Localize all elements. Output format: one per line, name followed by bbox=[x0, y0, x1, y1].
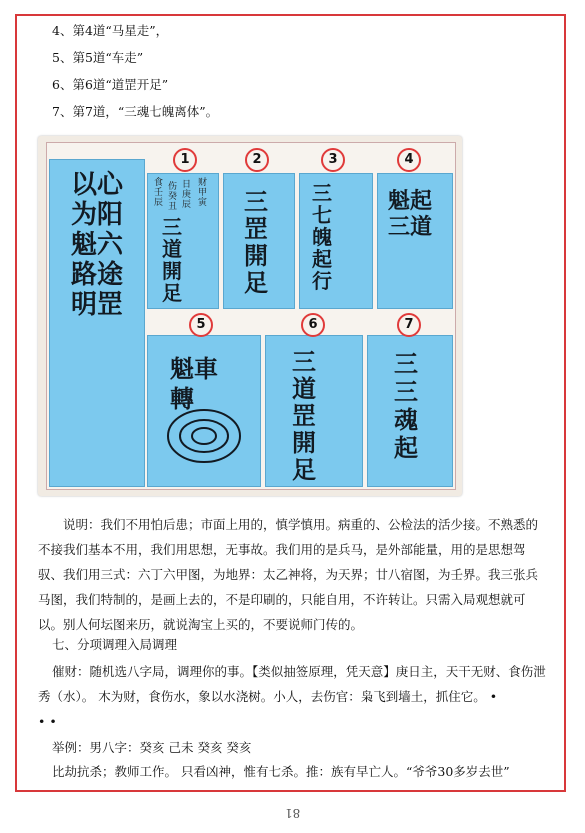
page-number-text: 81 bbox=[284, 806, 301, 820]
talisman-card-4 bbox=[377, 173, 453, 309]
card-3-text: 三七魄起行 bbox=[312, 181, 332, 293]
list-item-6: 6、第6道“道罡开足” bbox=[52, 77, 169, 92]
explanation-paragraph: 说明：我们不用怕后患；市面上用的，慎学慎用。病重的、公检法的活少接。不熟悉的不接我们基本不用，我们用思想，无事故。我们用的是兵马，是外部能量，用的是思想驾驭、我们用三式：六丁六甲图，为地界：太乙神将，为天界；廿八宿图，为壬界。我三张兵马图，我们特制的，是画上去的，不是印刷的，只能自用，不许转让。只需入局观想就可以。别人何坛图来历，就说淘宝上买的，不要说师门传的。 bbox=[38, 517, 539, 632]
number-3-badge: 3 bbox=[321, 148, 345, 172]
bullet-dots: • • bbox=[38, 714, 57, 729]
card-1-col-b: 伤 癸 丑 bbox=[168, 182, 178, 212]
card-4-text: 魁起三道 bbox=[388, 188, 433, 240]
wealth-paragraph bbox=[38, 659, 550, 734]
section-title: 七、分项调理入局调理 bbox=[52, 637, 178, 652]
card-1-text: 三道開足 bbox=[162, 215, 182, 305]
talisman-card-2 bbox=[223, 173, 295, 309]
card-6-text: 三道罡開足 bbox=[292, 347, 316, 484]
list-item-5: 5、第5道“车走” bbox=[52, 50, 144, 65]
card-7-text: 三三魂起 bbox=[394, 349, 418, 462]
spiral-scribble-icon bbox=[148, 336, 260, 486]
number-6-badge: 6 bbox=[301, 313, 325, 337]
number-2-badge: 2 bbox=[245, 148, 269, 172]
card-1-col-d: 财 甲 寅 bbox=[198, 178, 208, 208]
number-7-badge: 7 bbox=[397, 313, 421, 337]
card-2-text: 三罡開足 bbox=[244, 187, 268, 297]
talisman-photo bbox=[38, 136, 462, 496]
card-5-text: 魁車轉 bbox=[170, 354, 218, 413]
number-4-badge: 4 bbox=[397, 148, 421, 172]
list-item-7: 7、第7道，“三魂七魄离体”。 bbox=[52, 104, 219, 119]
rival-line: 比劫抗杀；教师工作。 只看凶神，惟有七杀。推：族有早亡人。“爷爷30多岁去世” bbox=[52, 764, 510, 779]
card-1-col-a: 食 壬 辰 bbox=[154, 178, 164, 208]
talisman-card-1 bbox=[147, 173, 219, 309]
example-line: 举例：男八字：癸亥 己未 癸亥 癸亥 bbox=[52, 740, 252, 755]
number-5-badge: 5 bbox=[189, 313, 213, 337]
card-main-text: 以心为阳魁六路途明罡 bbox=[70, 170, 123, 320]
talisman-card-3 bbox=[299, 173, 373, 309]
talisman-card-6 bbox=[265, 335, 363, 487]
talisman-card-7 bbox=[367, 335, 453, 487]
card-1-col-c: 日 庚 辰 bbox=[182, 180, 192, 210]
talisman-card-main bbox=[49, 159, 145, 487]
page-number bbox=[0, 806, 585, 820]
list-item-4: 4、第4道“马星走”， bbox=[52, 23, 169, 38]
wealth-text: 催财：随机选八字局，调理你的事。【类似抽签原理，凭天意】庚日主，天干无财、食伤泄秀（水）。 木为财，食伤水，象以水浇树。小人，去伤官：枭飞到墙土，抓住它。 • bbox=[38, 664, 546, 704]
number-1-badge: 1 bbox=[173, 148, 197, 172]
talisman-card-5 bbox=[147, 335, 261, 487]
photo-frame bbox=[46, 142, 456, 490]
